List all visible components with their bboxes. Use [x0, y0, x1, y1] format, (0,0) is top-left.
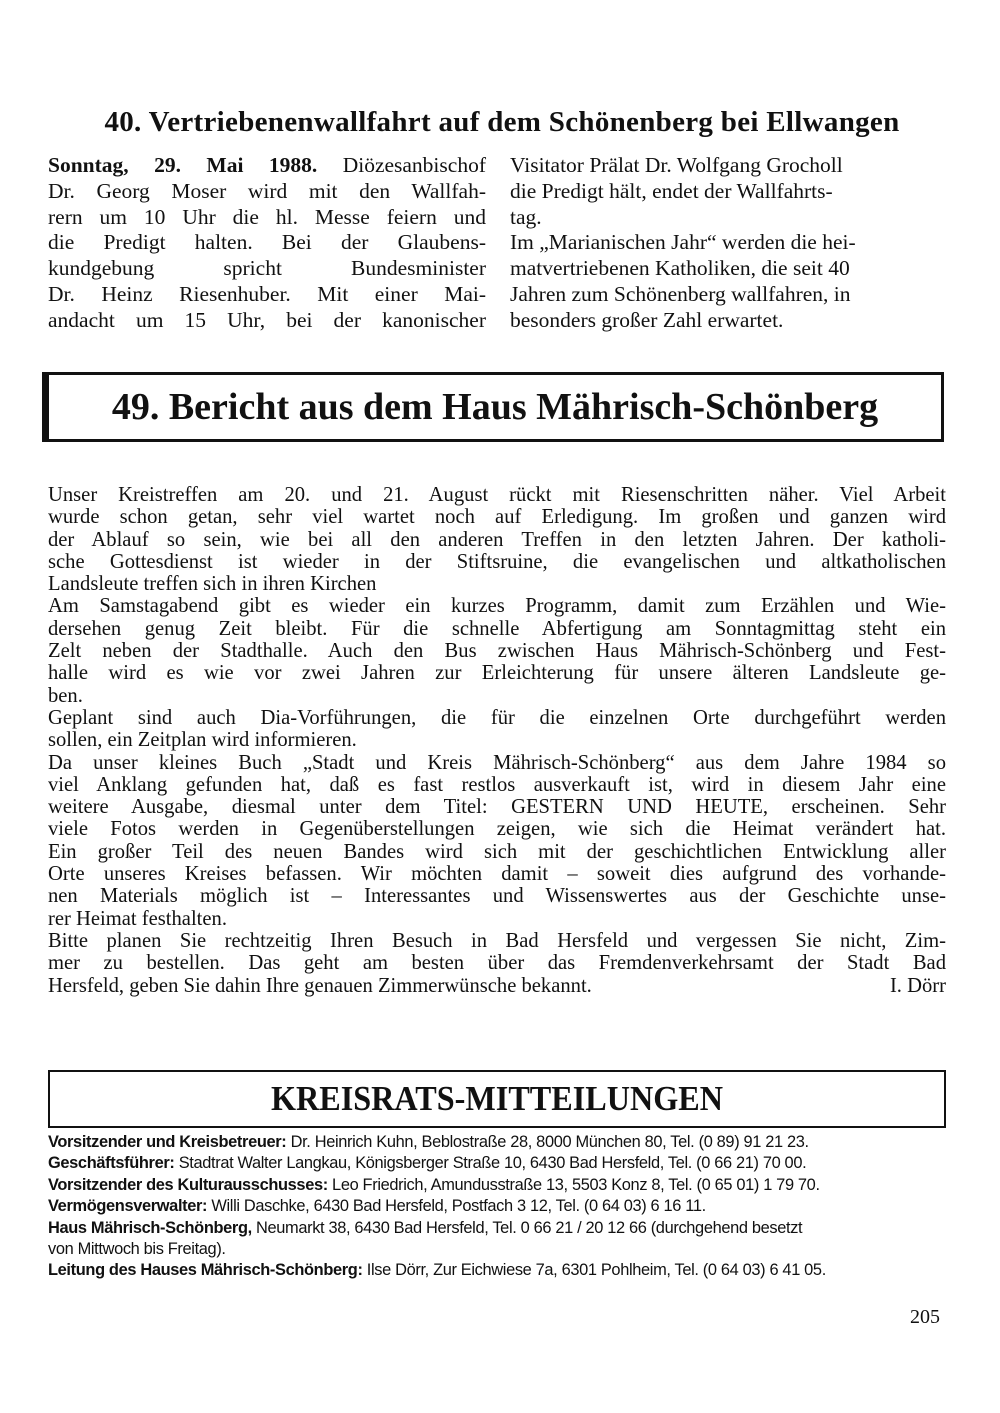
text-line: Landsleute treffen sich in ihren Kirchen [48, 573, 377, 596]
text-line: Ein großer Teil des neuen Bandes wird sich mit der geschichtlichen Entwicklung aller [48, 840, 946, 863]
text-line-with-signature [48, 975, 946, 997]
contact-role: Geschäftsführer: [48, 1154, 175, 1173]
text-line: mer zu bestellen. Das geht am besten über das Fremdenverkehrsamt der Stadt Bad [48, 952, 946, 975]
page-number: 205 [910, 1306, 940, 1328]
text-line: die Predigt hält, endet der Wallfahrts- [510, 178, 833, 203]
text-line: besonders großer Zahl erwartet. [510, 307, 784, 332]
contact-entry [48, 1260, 953, 1281]
contact-entry [48, 1196, 953, 1217]
text-line: sollen, ein Zeitplan wird informieren. [48, 729, 357, 752]
contact-role: Vorsitzender des Kulturausschusses: [48, 1175, 328, 1194]
contact-details: Ilse Dörr, Zur Eichwiese 7a, 6301 Pohlheim, Tel. (0 64 03) 6 41 05. [362, 1261, 826, 1280]
text-line: ben. [48, 684, 83, 707]
contact-details: von Mittwoch bis Freitag). [48, 1240, 226, 1259]
contact-entry [48, 1175, 953, 1196]
text-line: Unser Kreistreffen am 20. und 21. August rückt mit Riesenschritten näher. Viel Arbeit [48, 484, 946, 506]
text-line: wurde schon getan, sehr viel wartet noch auf Erledigung. Im großen und ganzen wird [48, 506, 946, 529]
text-line: rern um 10 Uhr die hl. Messe feiern und [48, 204, 486, 229]
section-40-right-column [510, 153, 950, 334]
text-line: Orte unseres Kreises befassen. Wir möchten damit – soweit dies aufgrund des vorhande- [48, 863, 946, 886]
text-fragment: Diözesanbischof [317, 153, 486, 177]
contact-details: Neumarkt 38, 6430 Bad Hersfeld, Tel. 0 66 21 / 20 12 66 (durchgehend besetzt [251, 1218, 803, 1237]
text-line: Dr. Georg Moser wird mit den Wallfah- [48, 178, 486, 203]
box-shadow-rule [42, 372, 46, 442]
date-label: Sonntag, 29. Mai 1988. [48, 153, 318, 177]
contact-details: Dr. Heinrich Kuhn, Beblostraße 28, 8000 München 80, Tel. (0 89) 91 21 23. [286, 1133, 809, 1151]
text-line: sche Gottesdienst ist wieder in der Stiftsruine, die evangelischen und altkatholischen [48, 550, 946, 573]
contact-details: Leo Friedrich, Amundusstraße 13, 5503 Konz 8, Tel. (0 65 01) 1 79 70. [327, 1175, 820, 1194]
text-line: Dr. Heinz Riesenhuber. Mit einer Mai- [48, 281, 486, 306]
section-49-heading-box [46, 372, 944, 442]
text-line: Bitte planen Sie rechtzeitig Ihren Besuch in Bad Hersfeld und vergessen Sie nicht, Zim- [48, 929, 946, 952]
text-line: dersehen genug Zeit bleibt. Für die schnelle Abfertigung am Sonntagmittag steht ein [48, 617, 946, 640]
section-40-heading: 40. Vertriebenenwallfahrt auf dem Schönenberg bei Ellwangen [104, 106, 900, 138]
section-49-heading: 49. Bericht aus dem Haus Mährisch-Schönberg [111, 386, 879, 428]
contact-entry [48, 1153, 953, 1174]
section-40-left-column [48, 153, 486, 334]
text-line: kundgebung spricht Bundesminister [48, 256, 486, 281]
contact-details: Willi Daschke, 6430 Bad Hersfeld, Postfach 3 12, Tel. (0 64 03) 6 16 11. [207, 1197, 706, 1216]
kreisrat-contact-list [48, 1132, 953, 1282]
contact-role: Haus Mährisch-Schönberg, [48, 1218, 252, 1237]
text-line: halle wird es wie vor zwei Jahren zur Erleichterung für unsere älteren Landsleute ge- [48, 662, 946, 685]
contact-role: Vermögensverwalter: [48, 1197, 208, 1216]
text-line: rer Heimat festhalten. [48, 907, 227, 930]
text-line: weitere Ausgabe, diesmal unter dem Titel: GESTERN UND HEUTE, erscheinen. Sehr [48, 796, 946, 819]
section-49-body [48, 484, 946, 997]
kreisrat-heading: KREISRATS-MITTEILUNGEN [270, 1079, 724, 1118]
text-line: matvertriebenen Katholiken, die seit 40 [510, 256, 850, 281]
text-line: der Ablauf so sein, wie bei all den anderen Treffen in den letzten Jahren. Der katholi- [48, 528, 946, 551]
contact-role: Leitung des Hauses Mährisch-Schönberg: [48, 1261, 363, 1280]
text-line: tag. [510, 204, 542, 229]
author-signature: I. Dörr [889, 974, 946, 997]
text-line: Da unser kleines Buch „Stadt und Kreis Mährisch-Schönberg“ aus dem Jahre 1984 so [48, 751, 946, 774]
contact-details: Stadtrat Walter Langkau, Königsberger Straße 10, 6430 Bad Hersfeld, Tel. (0 66 21) 70 00. [174, 1154, 807, 1173]
text-line: nen Materials möglich ist – Interessantes und Wissenswertes aus der Geschichte unse- [48, 885, 946, 908]
kreisrat-heading-box [48, 1070, 946, 1128]
text-line: Im „Marianischen Jahr“ werden die hei- [510, 230, 856, 255]
contact-role: Vorsitzender und Kreisbetreuer: [48, 1133, 287, 1151]
contact-entry-continued [48, 1239, 953, 1260]
text-line: die Predigt halten. Bei der Glaubens- [48, 230, 486, 255]
text-line: Visitator Prälat Dr. Wolfgang Grocholl [510, 153, 843, 177]
text-line [48, 153, 486, 179]
text-line: viele Fotos werden in Gegenüberstellungen zeigen, wie sich die Heimat verändert hat. [48, 818, 946, 841]
text-line: Am Samstagabend gibt es wieder ein kurzes Programm, damit zum Erzählen und Wie- [48, 595, 946, 618]
text-line: Jahren zum Schönenberg wallfahren, in [510, 281, 851, 306]
text-line: Zelt neben der Stadthalle. Auch den Bus zwischen Haus Mährisch-Schönberg und Fest- [48, 640, 946, 663]
contact-entry [48, 1218, 953, 1239]
text-line: andacht um 15 Uhr, bei der kanonischer [48, 307, 486, 332]
text-line: viel Anklang gefunden hat, daß es fast restlos ausverkauft ist, wird in diesem Jahr eine [48, 773, 946, 796]
text-fragment: Hersfeld, geben Sie dahin Ihre genauen Zimmerwünsche bekannt. [48, 974, 592, 997]
text-line: Geplant sind auch Dia-Vorführungen, die für die einzelnen Orte durchgeführt werden [48, 706, 946, 729]
contact-entry [48, 1132, 953, 1153]
